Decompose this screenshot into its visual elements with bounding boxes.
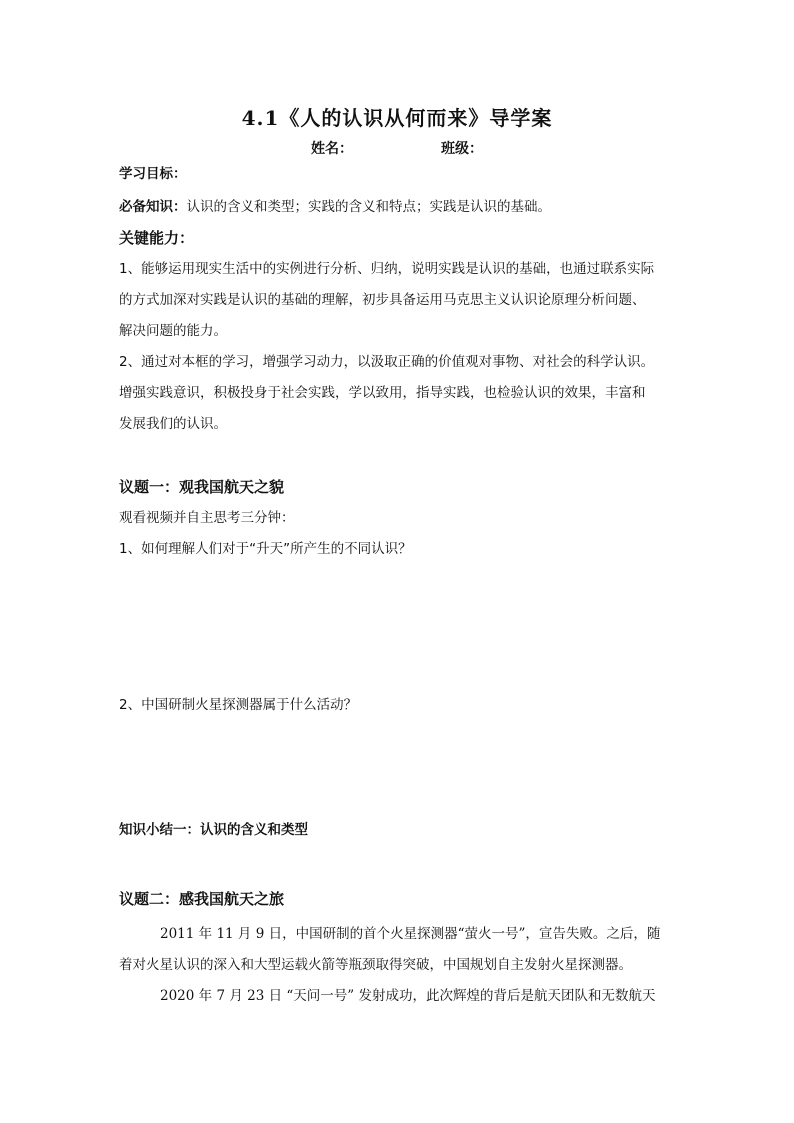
ability-2-line-3: 发展我们的认识。 — [119, 416, 227, 432]
topic-1-heading: 议题一：观我国航天之貌 — [119, 478, 285, 496]
topic-2-para-1-line-1: 2011 年 11 月 9 日，中国研制的首个火星探测器“萤火一号”，宣告失败。之后，随 — [160, 926, 661, 942]
ability-1-line-1: 1、能够运用现实生活中的实例进行分析、归纳，说明实践是认识的基础，也通过联系实际 — [119, 261, 655, 277]
question-2: 2、中国研制火星探测器属于什么活动？ — [119, 697, 358, 713]
summary-1: 知识小结一：认识的含义和类型 — [119, 822, 308, 838]
name-class-line — [311, 139, 483, 159]
name-label: 姓名： — [311, 141, 353, 157]
ability-1-line-2: 的方式加深对实践是认识的基础的理解，初步具备运用马克思主义认识论原理分析问题、 — [119, 292, 646, 308]
essential-knowledge-line — [119, 197, 551, 217]
key-abilities-heading: 关键能力： — [119, 229, 195, 247]
objectives-heading: 学习目标： — [119, 166, 187, 182]
class-label: 班级： — [441, 141, 483, 157]
essential-knowledge-label: 必备知识： — [119, 199, 187, 215]
essential-knowledge-text: 认识的含义和类型；实践的含义和特点；实践是认识的基础。 — [186, 199, 551, 215]
topic-2-para-1-line-2: 着对火星认识的深入和大型运载火箭等瓶颈取得突破，中国规划自主发射火星探测器。 — [119, 957, 632, 973]
ability-2-line-2: 增强实践意识，积极投身于社会实践，学以致用，指导实践，也检验认识的效果，丰富和 — [119, 385, 646, 401]
ability-1-line-3: 解决问题的能力。 — [119, 323, 227, 339]
question-1: 1、如何理解人们对于“升天”所产生的不同认识？ — [119, 541, 412, 557]
topic-1-instruction: 观看视频并自主思考三分钟： — [119, 510, 295, 526]
document-title: 4.1《人的认识从何而来》导学案 — [241, 106, 553, 130]
topic-2-para-2-line-1: 2020 年 7 月 23 日 “天问一号” 发射成功，此次辉煌的背后是航天团队和无数航天 — [160, 988, 656, 1004]
topic-2-heading: 议题二：感我国航天之旅 — [119, 890, 285, 908]
ability-2-line-1: 2、通过对本框的学习，增强学习动力，以汲取正确的价值观对事物、对社会的科学认识。 — [119, 354, 655, 370]
